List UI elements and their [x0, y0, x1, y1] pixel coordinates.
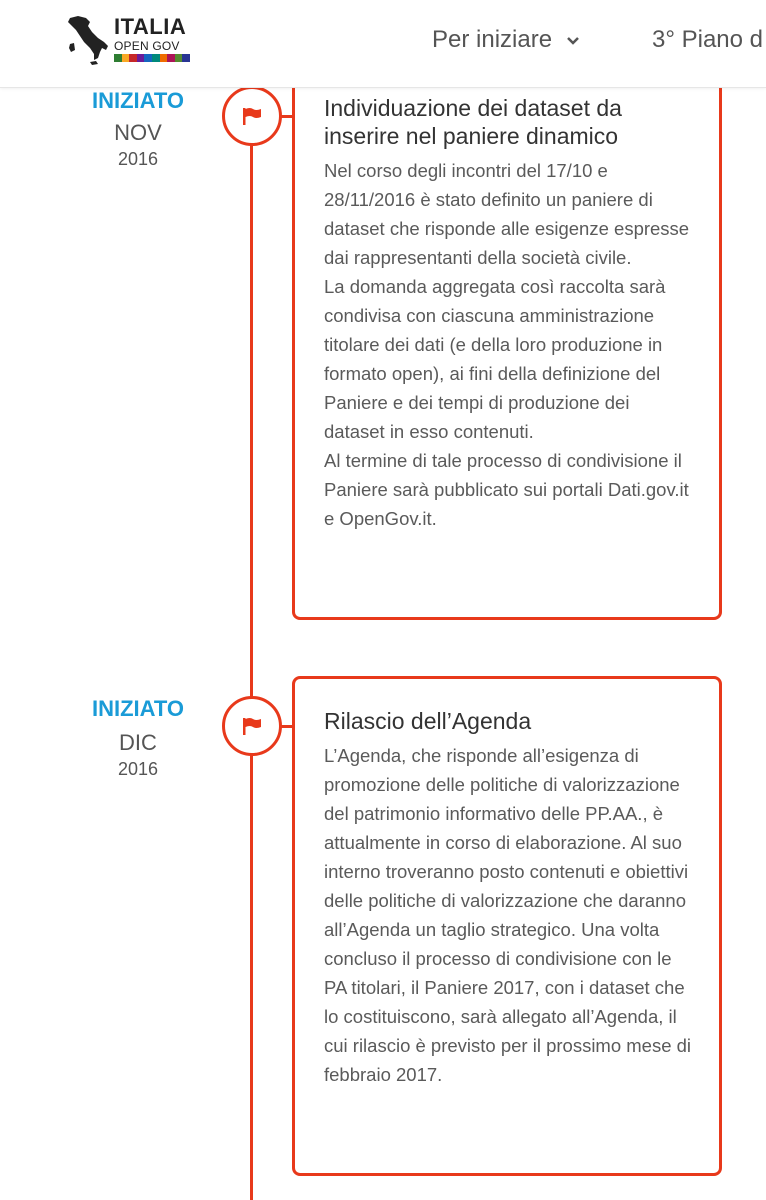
- logo-stripe: [175, 54, 183, 62]
- timeline-card: [292, 60, 722, 620]
- logo-stripe: [137, 54, 145, 62]
- flag-icon: [241, 106, 263, 126]
- timeline-line: [250, 88, 253, 1200]
- card-paragraph: Al termine di tale processo di condivisione il Paniere sarà pubblicato sui portali Dati.gov.it e OpenGov.it.: [324, 450, 689, 529]
- timeline-card: [292, 676, 722, 1176]
- logo-title: ITALIA: [114, 14, 187, 39]
- nav-terzo-piano[interactable]: [652, 24, 763, 56]
- card-body: [324, 156, 693, 533]
- timeline-status: INIZIATO: [91, 696, 185, 721]
- logo-color-stripes: [114, 54, 190, 62]
- timeline-month: NOV: [114, 120, 162, 145]
- nav-label: 3° Piano d: [652, 26, 764, 53]
- flag-icon: [241, 716, 263, 736]
- italy-map-icon: [64, 14, 110, 66]
- timeline-month: DIC: [119, 730, 157, 755]
- italia-open-gov-logo[interactable]: [64, 14, 194, 66]
- site-header: [0, 0, 766, 88]
- logo-stripe: [167, 54, 175, 62]
- timeline-marker: [222, 86, 282, 146]
- timeline-status: INIZIATO: [91, 88, 185, 113]
- logo-stripe: [160, 54, 168, 62]
- card-paragraph: L’Agenda, che risponde all’esigenza di promozione delle politiche di valorizzazione del patrimonio informativo delle PP.AA., è attualmente in corso di elaborazione. Al suo interno troveranno posto contenuti e obiettivi delle politiche di valorizzazione che daranno all’Agenda un taglio strategico. Una volta concluso il processo di condivisione con le PA titolari, il Paniere 2017, con i dataset che lo costituiscono, sarà allegato all’Agenda, il cui rilascio è previsto per il prossimo mese di febbraio 2017.: [324, 745, 692, 1085]
- logo-stripe: [114, 54, 122, 62]
- card-body: [324, 741, 693, 1089]
- logo-stripe: [182, 54, 190, 62]
- nav-label: Per iniziare: [432, 26, 553, 53]
- logo-stripe: [152, 54, 160, 62]
- timeline-year: 2016: [117, 149, 159, 169]
- card-title: Individuazione dei dataset da inserire nel paniere dinamico: [324, 95, 622, 149]
- chevron-down-icon: [566, 36, 580, 46]
- timeline-marker: [222, 696, 282, 756]
- logo-stripe: [144, 54, 152, 62]
- card-paragraph: Nel corso degli incontri del 17/10 e 28/11/2016 è stato definito un paniere di dataset che risponde alle esigenze espresse dai rappresentanti della società civile.: [324, 160, 690, 268]
- nav-per-iniziare[interactable]: [432, 24, 580, 56]
- card-paragraph: La domanda aggregata così raccolta sarà condivisa con ciascuna amministrazione titolare dei dati (e della loro produzione in formato open), ai fini della definizione del Paniere e dei tempi di produzione dei dataset in esso contenuti.: [324, 276, 666, 442]
- logo-stripe: [122, 54, 130, 62]
- card-title: Rilascio dell’Agenda: [324, 708, 532, 734]
- logo-stripe: [129, 54, 137, 62]
- timeline-year: 2016: [117, 759, 159, 779]
- logo-subtitle: OPEN GOV: [114, 39, 180, 53]
